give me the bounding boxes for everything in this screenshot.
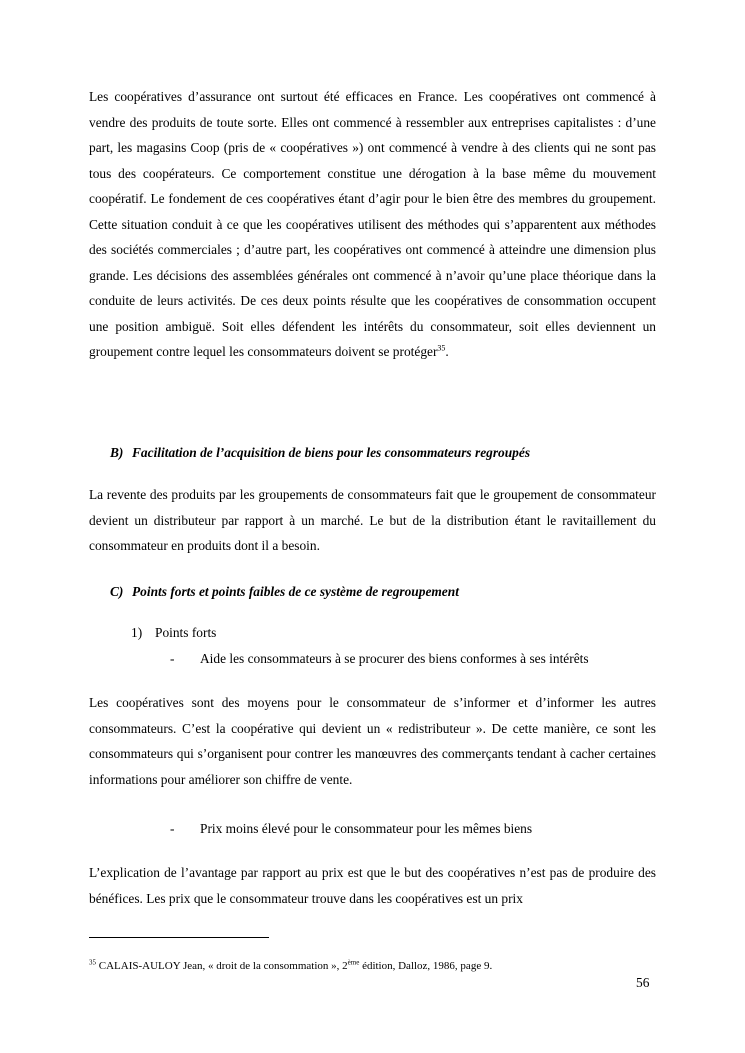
- paragraph-end: .: [445, 344, 449, 359]
- bullet-item-aide: [170, 649, 589, 669]
- footnote-reference: 35: [437, 343, 446, 353]
- subheading-title: Points forts: [155, 625, 217, 640]
- subheading-points-forts: [131, 623, 216, 643]
- subheading-number: 1): [131, 625, 143, 640]
- footnote: [89, 958, 492, 974]
- bullet-text: Prix moins élevé pour le consommateur pour les mêmes biens: [200, 821, 533, 836]
- paragraph-information: [89, 690, 656, 792]
- bullet-text: Aide les consommateurs à se procurer des biens conformes à ses intérêts: [200, 651, 589, 666]
- paragraph-text: L’explication de l’avantage par rapport au prix est que le but des coopératives n’est pas de produire des bénéfices. Les prix que le consommateur trouve dans les coopératives est un prix: [89, 865, 656, 906]
- section-title: Facilitation de l’acquisition de biens pour les consommateurs regroupés: [132, 445, 531, 460]
- footnote-separator: [89, 937, 269, 938]
- paragraph-text: La revente des produits par les groupements de consommateurs fait que le groupement de consommateur devient un distributeur par rapport à un marché. Le but de la distribution étant le ravitaillement du consommateur en produits dont il a besoin.: [89, 487, 656, 553]
- footnote-superscript: ème: [347, 958, 360, 967]
- footnote-number: 35: [89, 958, 96, 967]
- bullet-item-prix: [170, 819, 532, 839]
- paragraph-text: Les coopératives sont des moyens pour le consommateur de s’informer et d’informer les autres consommateurs. C’est la coopérative qui devient un « redistributeur ». De cette manière, ce sont les consommateurs qui s’organisent pour contrer les manœuvres des commerçants tendant à cacher certaines informations pour améliorer son chiffre de vente.: [89, 695, 656, 787]
- paragraph-revente: [89, 482, 656, 559]
- section-heading-b: [110, 443, 670, 463]
- paragraph-explication-prix: [89, 860, 656, 911]
- paragraph-cooperatives-assurance: [89, 84, 656, 365]
- bullet-dash: -: [170, 651, 175, 666]
- section-title: Points forts et points faibles de ce système de regroupement: [132, 584, 459, 599]
- section-letter: C): [110, 584, 124, 599]
- section-letter: B): [110, 445, 124, 460]
- section-heading-c: [110, 582, 670, 602]
- footnote-text-after: édition, Dalloz, 1986, page 9.: [359, 960, 493, 972]
- footnote-text-before: CALAIS-AULOY Jean, « droit de la consommation », 2: [98, 960, 348, 972]
- bullet-dash: -: [170, 821, 175, 836]
- page-number: 56: [636, 975, 650, 990]
- paragraph-text: Les coopératives d’assurance ont surtout été efficaces en France. Les coopératives ont commencé à vendre des produits de toute sorte. Elles ont commencé à ressembler aux entreprises capitalistes : d’une part, les magasins Coop (pris de « coopératives ») ont commencé à vendre à des clients qui ne sont pas tous des coopérateurs. Ce comportement constitue une dérogation à la base même du mouvement coopératif. Le fondement de ces coopératives étant d’agir pour le bien être des membres du groupement. Cette situation conduit à ce que les coopératives utilisent des méthodes qui s’apparentent aux méthodes des sociétés commerciales ; d’autre part, les coopératives ont commencé à atteindre une dimension plus grande. Les décisions des assemblées générales ont commencé à n’avoir qu’une place théorique dans la conduite de leurs activités. De ces deux points résulte que les coopératives de consommation occupent une position ambiguë. Soit elles défendent les intérêts du consommateur, soit elles deviennent un groupement contre lequel les consommateurs doivent se protéger: [89, 89, 656, 359]
